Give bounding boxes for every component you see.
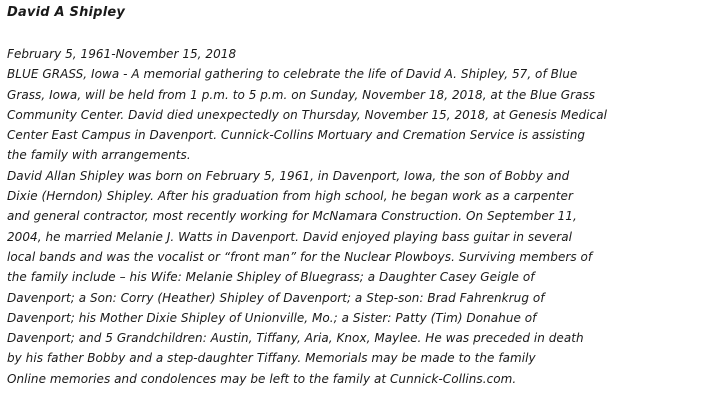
obituary-title: David A Shipley [7,5,126,20]
obituary-line: 2004, he married Melanie J. Watts in Davenport. David enjoyed playing bass guitar in several [7,229,573,244]
obituary-line: Center East Campus in Davenport. Cunnick-Collins Mortuary and Cremation Service is assisting [7,128,586,143]
obituary-body [7,44,715,389]
obituary-line: David Allan Shipley was born on February 5, 1961, in Davenport, Iowa, the son of Bobby and [7,168,570,183]
obituary-line: BLUE GRASS, Iowa - A memorial gathering to celebrate the life of David A. Shipley, 57, of Blue [7,67,578,82]
obituary-line: Davenport; his Mother Dixie Shipley of Unionville, Mo.; a Sister: Patty (Tim) Donahue of [7,310,537,325]
obituary-line: Online memories and condolences may be left to the family at Cunnick-Collins.com. [7,371,517,386]
obituary-line: and general contractor, most recently working for McNamara Construction. On September 11, [7,209,577,224]
obituary-line: Grass, Iowa, will be held from 1 p.m. to 5 p.m. on Sunday, November 18, 2018, at the Blue Grass [7,87,596,102]
obituary-line: Community Center. David died unexpectedly on Thursday, November 15, 2018, at Genesis Medical [7,107,607,122]
obituary-line: by his father Bobby and a step-daughter Tiffany. Memorials may be made to the family [7,351,536,366]
obituary-dates: February 5, 1961-November 15, 2018 [7,47,237,61]
obituary [7,0,715,389]
obituary-line: Davenport; and 5 Grandchildren: Austin, Tiffany, Aria, Knox, Maylee. He was preceded in death [7,331,584,346]
obituary-line: the family include – his Wife: Melanie Shipley of Bluegrass; a Daughter Casey Geigle of [7,270,535,285]
obituary-line: Davenport; a Son: Corry (Heather) Shipley of Davenport; a Step-son: Brad Fahrenkrug of [7,290,545,305]
obituary-line: the family with arrangements. [7,148,191,163]
obituary-line: local bands and was the vocalist or “front man” for the Nuclear Plowboys. Surviving members of [7,249,593,264]
obituary-line: Dixie (Herndon) Shipley. After his graduation from high school, he began work as a carpenter [7,189,573,204]
